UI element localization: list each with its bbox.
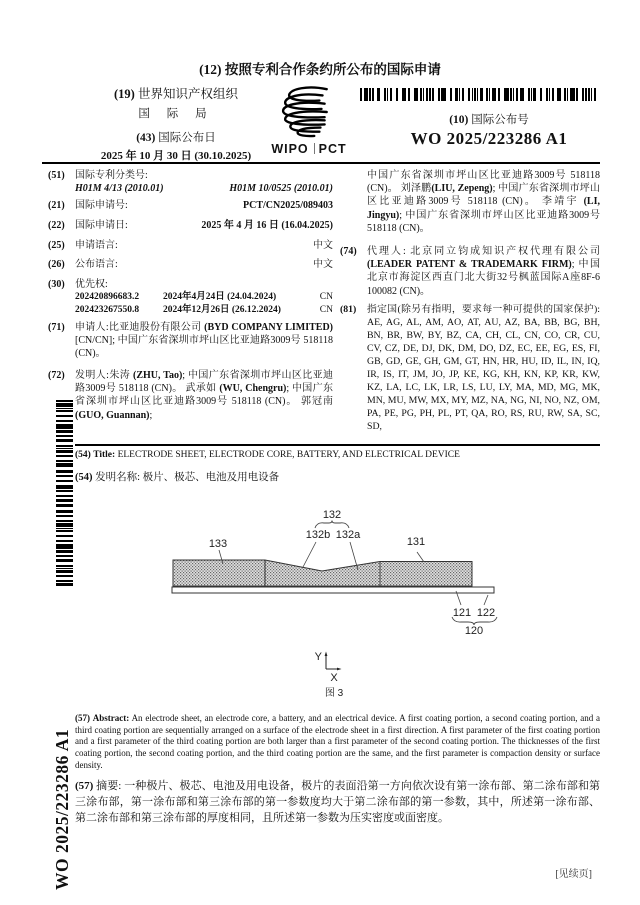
wipo-name: 世界知识产权组织: [134, 87, 238, 101]
invention-title-en: ELECTRODE SHEET, ELECTRODE CORE, BATTERY, AND ELECTRICAL DEVICE: [117, 450, 460, 460]
title-english-line: [75, 450, 600, 460]
field-72-label: (72): [48, 370, 65, 381]
field-57-label: (57): [75, 780, 94, 792]
agent-paragraph: [340, 245, 600, 298]
priority-caption: 优先权:: [75, 279, 108, 290]
abstract-chinese: [75, 778, 600, 826]
field-54-label: (54): [75, 450, 91, 460]
priority-country: CN: [319, 305, 333, 316]
application-number-value: PCT/CN2025/089403: [243, 200, 333, 211]
ipc-class-1: H01M 4/13 (2010.01): [75, 183, 164, 195]
ipc-class-2: H01M 10/0525 (2010.01): [229, 183, 333, 195]
publication-language-caption: 公布语言:: [75, 259, 118, 270]
applicant-name-zh: 申请人:比亚迪股份有限公司: [75, 322, 205, 333]
applicant-address: [CN/CN]; 中国广东省深圳市坪山区比亚迪路3009号 518118 (CN)。: [75, 335, 333, 360]
field-30-label: (30): [48, 279, 65, 290]
inventors-paragraph: [48, 369, 333, 422]
field-57-label: (57): [75, 713, 90, 723]
abstract-text-zh: 一种极片、极芯、电池及用电设备，极片的表面沿第一方向依次设有第一涂布部、第二涂布部和第三涂布部，第一涂布部和第三涂布部的第一参数度均大于第二涂布部的第一参数，其中，所述第一涂布部、第二涂布部和第三涂布部的厚度相同，且所述第一参数为压实密度或面密度。: [75, 780, 601, 824]
ref-132: 132: [322, 509, 342, 521]
pct-wordmark: PCT: [318, 142, 347, 156]
ref-132b: 132b: [305, 529, 331, 541]
international-bureau: 国 际 局: [138, 108, 214, 120]
axis-arrow-right: [337, 668, 342, 671]
wipo-name-line: [62, 84, 290, 102]
publication-number-caption-text: 国际公布号: [468, 114, 529, 126]
priority-number: 202423267550.8: [75, 305, 140, 316]
field-74-label: (74): [340, 246, 357, 257]
filing-date-value: 2025 年 4 月 16 日 (16.04.2025): [201, 220, 333, 231]
title-prefix-zh: 发明名称:: [95, 472, 141, 483]
abstract-prefix-zh: 摘要:: [96, 780, 122, 792]
priority-row: [75, 291, 333, 304]
publication-number-block: [378, 111, 600, 149]
priority-date: 2024年12月26日 (26.12.2024): [163, 305, 281, 316]
application-number: [48, 199, 333, 212]
inventor-address: ; 中国广东省深圳市坪山区比亚迪路3009号 518118 (CN)。 李靖宇: [367, 183, 600, 208]
filing-language: [48, 239, 333, 252]
ref-133: 133: [208, 538, 228, 550]
field-81-label: (81): [340, 304, 357, 315]
publication-language-value: 中文: [313, 259, 333, 270]
inventor-address: ; 中国广东省深圳市坪山区比亚迪路3009号 518118 (CN)。: [367, 209, 600, 234]
substrate: [172, 587, 494, 593]
field-10-label: (10): [449, 114, 469, 126]
filing-language-value: 中文: [313, 240, 333, 251]
inventor-address: ; 中国广东省深圳市坪山区比亚迪路3009号 518118 (CN)。 武承如: [75, 370, 334, 395]
publication-date-caption: 国际公布日: [155, 132, 216, 144]
pct-publication-header: (12) 按照专利合作条约所公布的国际申请: [199, 62, 441, 77]
axis-x-label: X: [330, 672, 338, 684]
designated-states-intro: 指定国(除另有指明，要求每一种可提供的国家保护):: [367, 304, 600, 315]
ref-122: 122: [476, 607, 496, 619]
wipo-block: [62, 84, 290, 163]
coating-layer: [173, 560, 472, 586]
vertical-publication-number: WO 2025/223286 A1: [52, 728, 72, 890]
inventor-name-en: (LIU, Zepeng): [431, 183, 493, 195]
field-25-label: (25): [48, 240, 65, 251]
filing-date-caption: 国际申请日:: [75, 220, 128, 231]
field-51-label: (51): [48, 170, 65, 181]
publication-language: [48, 258, 333, 271]
inventor-name-en: (GUO, Guannan): [75, 409, 150, 421]
ref-131: 131: [406, 536, 426, 548]
axis-arrow-up: [325, 652, 328, 657]
label-132-brace: [315, 521, 349, 529]
invention-title-zh: 极片、极芯、电池及用电设备: [142, 472, 280, 483]
header-divider: [42, 162, 600, 164]
publication-number: WO 2025/223286 A1: [410, 129, 568, 148]
agent-address: ; 中国北京市海淀区西直门北大街32号枫蓝国际A座8F-6 100082 (CN)。: [367, 259, 600, 297]
inventor-name-en: (ZHU, Tao): [133, 370, 183, 381]
ipc-classification: [48, 169, 333, 195]
title-prefix-en: Title:: [93, 450, 116, 460]
agent-name-zh: 代理人: 北京同立钧成知识产权代理有限公司: [367, 246, 600, 257]
wipo-logo-icon: [279, 85, 337, 139]
inventor-address: 中国广东省深圳市坪山区比亚迪路3009号 518118 (CN)。 刘泽鹏: [367, 170, 600, 195]
title-chinese-line: [75, 469, 600, 484]
field-19-label: (19): [114, 87, 135, 101]
ipc-title: 国际专利分类号:: [75, 170, 148, 181]
field-21-label: (21): [48, 200, 65, 211]
inventor-name-zh: 发明人:朱涛: [75, 370, 133, 381]
wipo-wordmark: WIPO: [271, 142, 309, 156]
title-divider: [75, 444, 600, 446]
designated-states: [340, 303, 600, 433]
priority-number: 202420896683.2: [75, 292, 140, 303]
publication-number-caption: [378, 111, 600, 127]
abstract-text-en: An electrode sheet, an electrode core, a battery, and an electrical device. A first coating portion, a second coating portion, and a third coating portion are sequentially arranged on a surface of the electrode sheet in a first direction. A first parameter of the first coating portion and a first parameter of the third coating portion are both larger than a first parameter of the second coating portion. The thicknesses of the first coating portion, the second coating portion, and the third coating portion are the same, and the first parameter is compaction density or surface density.: [75, 713, 600, 770]
application-number-caption: 国际申请号:: [75, 200, 128, 211]
figure-caption: 图 3: [324, 688, 344, 699]
axis-lines: [326, 654, 339, 669]
axis-y-label: Y: [314, 651, 322, 663]
ref-121: 121: [452, 607, 472, 619]
publication-date-line: [62, 129, 290, 145]
filing-language-caption: 申请语言:: [75, 240, 118, 251]
inventors-continuation: [340, 169, 600, 235]
priority-date: 2024年4月24日 (24.04.2024): [163, 292, 277, 303]
inventor-separator: ;: [149, 409, 153, 421]
inventor-address: ; 中国广东省深圳市坪山区比亚迪路3009号 518118 (CN)。 郭冠南: [75, 383, 334, 408]
applicant-name-en: (BYD COMPANY LIMITED): [204, 322, 333, 333]
field-71-label: (71): [48, 322, 65, 333]
designated-states-list: AE, AG, AL, AM, AO, AT, AU, AZ, BA, BB, BG, BH, BN, BR, BW, BY, BZ, CA, CH, CL, CN, CO, CR, CU, CV, CZ, DE, DJ, DK, DM, DO, DZ, EC, EE, EG, ES, FI, GB, GD, GE, GH, GM, GT, HN, HR, HU, ID, IL, IN, IQ, IR, IS, IT, JM, JO, JP, KE, KG, KH, KN, KP, KR, KW, KZ, LA, LC, LK, LR, LS, LU, LY, MA, MD, MG, MK, MN, MU, MW, MX, MY, MZ, NA, NG, NI, NO, NZ, OM, PA, PE, PG, PH, PL, PT, QA, RO, RS, RU, RW, SA, SC, SD,: [367, 317, 600, 432]
field-43-label: (43): [136, 132, 156, 144]
ref-120: 120: [464, 625, 484, 637]
field-26-label: (26): [48, 259, 65, 270]
inventor-name-en: (LI, Jingyu): [367, 196, 600, 221]
field-22-label: (22): [48, 220, 65, 231]
abstract-prefix-en: Abstract:: [92, 713, 130, 723]
publication-date: 2025 年 10 月 30 日 (30.10.2025): [100, 150, 252, 162]
field-54-label: (54): [75, 472, 93, 483]
agent-name-en: (LEADER PATENT & TRADEMARK FIRM): [367, 259, 572, 271]
priority-data: [48, 278, 333, 318]
wipo-pct-wordmark: [259, 142, 359, 156]
abstract-english: [75, 713, 600, 772]
filing-date: [48, 219, 333, 232]
applicant-paragraph: [48, 321, 333, 361]
publication-barcode: [360, 88, 598, 101]
side-barcode: [56, 400, 73, 586]
inventor-name-en: (WU, Chengru): [219, 383, 287, 395]
continuation-note: [见续页]: [555, 869, 592, 880]
figure-3: [150, 500, 510, 705]
priority-row: [75, 304, 333, 317]
ref-132a: 132a: [335, 529, 361, 541]
priority-country: CN: [319, 292, 333, 303]
wordmark-divider: [314, 143, 315, 154]
